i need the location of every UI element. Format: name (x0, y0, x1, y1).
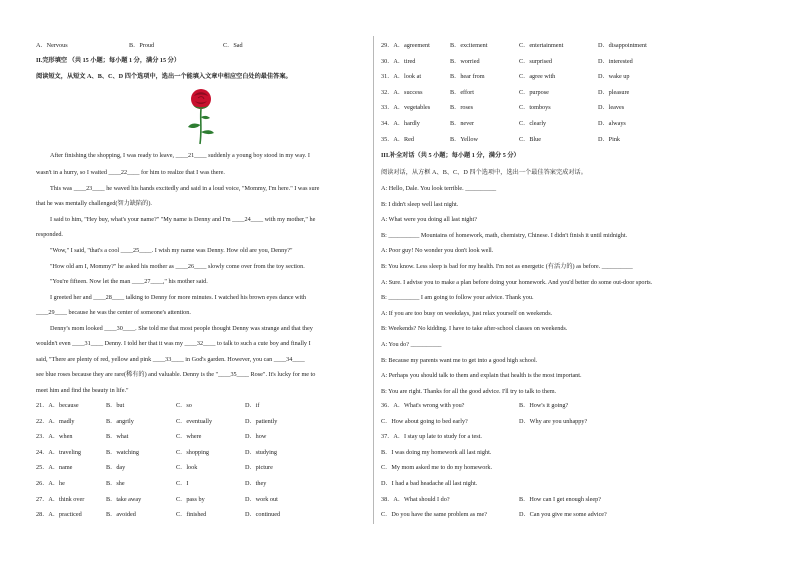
passage-line: Denny's mom looked ____30____. She told me that most people thought Denny was strange and that they (50, 325, 313, 332)
cloze-option-choice: 29．A．agreement (381, 42, 430, 49)
cloze-option-choice: 27．A．think over (36, 495, 85, 503)
dialogue-line: B: I didn't sleep well last night. (381, 200, 459, 208)
dialogue-option: C．My mom asked me to do my homework. (381, 464, 493, 472)
dialogue-section-title: III.补全对话（共 5 小题；每小题 1 分，满分 5 分） (381, 152, 520, 159)
dialogue-line: A: Perhaps you should talk to them and explain that health is the most important. (381, 372, 582, 380)
prev-option-a: A．Nervous (36, 42, 68, 49)
dialogue-option: B．I was doing my homework all last night. (381, 448, 492, 456)
dialogue-option-choice: B．How can I get enough sleep? (519, 495, 601, 503)
cloze-option-choice: B．never (450, 120, 475, 127)
cloze-option-choice: C．I (176, 480, 189, 487)
cloze-option-choice: D．studying (245, 448, 277, 456)
cloze-option-choice: B．angrily (106, 417, 134, 425)
cloze-option-choice: 28．A．practiced (36, 511, 82, 519)
dialogue-line: A: If you are too busy on weekdays, just relax yourself on weekends. (381, 309, 553, 317)
dialogue-option: 37．A．I stay up late to study for a test. (381, 433, 482, 441)
cloze-option-choice: 21．A．because (36, 402, 79, 409)
cloze-option-choice: B．effort (450, 88, 474, 96)
cloze-option-choice: C．clearly (519, 120, 547, 127)
cloze-option-choice: D．interested (598, 57, 633, 65)
cloze-option-choice: 22．A．madly (36, 417, 75, 425)
prev-option-c: C．Sad (223, 42, 243, 49)
cloze-option-choice: C．so (176, 402, 192, 409)
cloze-option-choice: D．pleasure (598, 88, 630, 96)
dialogue-line: A: Hello, Dale. You look terrible. __________ (381, 185, 497, 192)
dialogue-option-choice: D．Why are you unhappy? (519, 417, 588, 425)
cloze-option-choice: B．Yellow (450, 135, 478, 143)
cloze-option-choice: C．shopping (176, 448, 210, 456)
cloze-option-choice: C．surprised (519, 57, 552, 65)
cloze-option-choice: B．she (106, 480, 125, 487)
cloze-option-choice: B．but (106, 402, 125, 409)
dialogue-line: B: Because my parents want me to get into a good high school. (381, 356, 538, 364)
dialogue-line: B: You know. Less sleep is bad for my health. I'm not as energetic (有活力的) as before. __________ (381, 263, 633, 270)
cloze-option-choice: D．patiently (245, 417, 278, 425)
passage-line: "How old am I, Mommy?" he asked his mother as ____26____ slowly come over from the toy section. (50, 263, 305, 270)
cloze-option-choice: 35．A．Red (381, 135, 414, 143)
cloze-option-choice: D．they (245, 480, 267, 487)
passage-line: I greeted her and ____28____ talking to Denny for more minutes. I watched his brown eyes dance with (50, 294, 307, 301)
cloze-option-choice: 30．A．tired (381, 57, 416, 65)
dialogue-line: B: Weekends? No kidding. I have to take after-school classes on weekends. (381, 325, 568, 333)
passage-line: said, "There are plenty of red, yellow and pink ____33____ in God's garden. However, you can ____34____ (36, 356, 305, 363)
passage-line: wasn't in a hurry, so I waited ____22____ for him to realize that I was there. (36, 169, 225, 176)
passage-line: "You're fifteen. Now let the man ____27____," his mother said. (50, 278, 208, 285)
dialogue-option-choice: 36．A．What's wrong with you? (381, 402, 465, 409)
dialogue-line: B: __________ Mountains of homework, math, chemistry, Chinese. I didn't finish it until midnight. (381, 231, 628, 239)
dialogue-option-choice: B．How's it going? (519, 402, 569, 409)
cloze-option-choice: 26．A．he (36, 480, 65, 487)
cloze-option-choice: C．Blue (519, 135, 542, 143)
cloze-option-choice: C．look (176, 464, 198, 472)
passage-line: "Wow," I said, "that's a cool ____25____. I wish my name was Denny. How old are you, Denny?" (50, 247, 293, 254)
cloze-option-choice: C．pass by (176, 495, 205, 503)
cloze-option-choice: B．excitement (450, 42, 488, 49)
dialogue-option-choice: C．Do you have the same problem as me? (381, 511, 488, 519)
passage-line: After finishing the shopping, I was ready to leave, ____21____ suddenly a young boy stood in my way. I (50, 152, 310, 159)
column-divider (373, 36, 374, 524)
cloze-option-choice: 24．A．traveling (36, 448, 82, 456)
cloze-option-choice: C．finished (176, 511, 207, 519)
prev-option-b: B．Proud (129, 42, 155, 49)
cloze-option-choice: B．avoided (106, 511, 136, 519)
passage-line: This was ____23____ he waved his hands excitedly and said in a loud voice, "Mommy, I'm here." I was sure (50, 185, 320, 192)
dialogue-line: A: What were you doing all last night? (381, 216, 477, 224)
cloze-option-choice: D．picture (245, 464, 273, 472)
cloze-option-choice: B．worried (450, 57, 480, 65)
cloze-option-choice: B．what (106, 433, 129, 441)
passage-line: meet him and find the beauty in life." (36, 387, 129, 394)
cloze-option-choice: B．take away (106, 495, 142, 503)
cloze-option-choice: 32．A．success (381, 88, 423, 96)
cloze-option-choice: D．how (245, 433, 267, 441)
dialogue-line: B: __________ I am going to follow your advice. Thank you. (381, 294, 534, 302)
passage-line: that he was mentally challenged(智力缺陷的). (36, 200, 152, 207)
cloze-instruction: 阅读短文，从短文 A、B、C、D 四个选项中，选出一个能填入文章中相应空白处的最佳答案。 (36, 73, 292, 80)
cloze-option-choice: 23．A．when (36, 433, 73, 441)
passage-line: ____29____ because he was the center of someone's attention. (36, 309, 191, 316)
dialogue-option-choice: 38．A．What should I do? (381, 495, 450, 503)
passage-line: I said to him, "Hey buy, what's your name?" "My name is Denny and I'm ____24____ with my mother," he (50, 216, 316, 223)
cloze-option-choice: C．purpose (519, 88, 549, 96)
passage-line: see blue roses because they are rare(稀有的) and valuable. Denny is the "____35____ Rose". It's lucky for me to (36, 371, 316, 378)
cloze-option-choice: D．disappointment (598, 42, 647, 49)
cloze-option-choice: 33．A．vegetables (381, 104, 431, 112)
cloze-option-choice: 34．A．hardly (381, 120, 420, 127)
cloze-option-choice: D．leaves (598, 104, 625, 112)
cloze-section-title: II.完形填空 （共 15 小题；每小题 1 分，满分 15 分） (36, 57, 181, 64)
dialogue-option: D．I had a bad headache all last night. (381, 480, 478, 487)
cloze-option-choice: D．always (598, 120, 626, 127)
cloze-option-choice: 31．A．look at (381, 73, 422, 81)
cloze-option-choice: C．tomboys (519, 104, 551, 112)
dialogue-option-choice: C．How about going to bed early? (381, 417, 468, 425)
cloze-option-choice: D．if (245, 402, 260, 409)
cloze-option-choice: C．where (176, 433, 202, 441)
passage-line: wouldn't even ____31____ Denny. I told her that it was my ____32____ to talk to such a cute boy and finally I (36, 340, 311, 347)
cloze-option-choice: B．roses (450, 104, 474, 112)
cloze-option-choice: B．hear from (450, 73, 485, 81)
cloze-option-choice: D．Pink (598, 135, 621, 143)
dialogue-line: A: Poor guy! No wonder you don't look well. (381, 247, 494, 255)
cloze-option-choice: C．entertainment (519, 42, 564, 49)
dialogue-instruction: 阅读对话，从方框 A、B、C、D 四个选项中，选出一个最佳答案完成对话。 (381, 169, 587, 176)
cloze-option-choice: D．work out (245, 495, 278, 503)
cloze-option-choice: B．watching (106, 448, 139, 456)
dialogue-line: B: You are right. Thanks for all the good advice. I'll try to talk to them. (381, 387, 557, 395)
dialogue-line: A: You do? __________ (381, 341, 442, 348)
cloze-option-choice: D．wake up (598, 73, 630, 81)
cloze-option-choice: 25．A．name (36, 464, 73, 472)
cloze-option-choice: C．agree with (519, 73, 556, 81)
passage-line: responded. (36, 231, 63, 238)
cloze-option-choice: C．eventually (176, 417, 213, 425)
dialogue-option-choice: D．Can you give me some advice? (519, 511, 607, 519)
cloze-option-choice: D．continued (245, 511, 281, 519)
cloze-option-choice: B．day (106, 464, 126, 472)
rose-illustration (184, 87, 218, 145)
dialogue-line: A: Sure. I advise you to make a plan before doing your homework. And you'd better do some out-door sports. (381, 278, 653, 286)
